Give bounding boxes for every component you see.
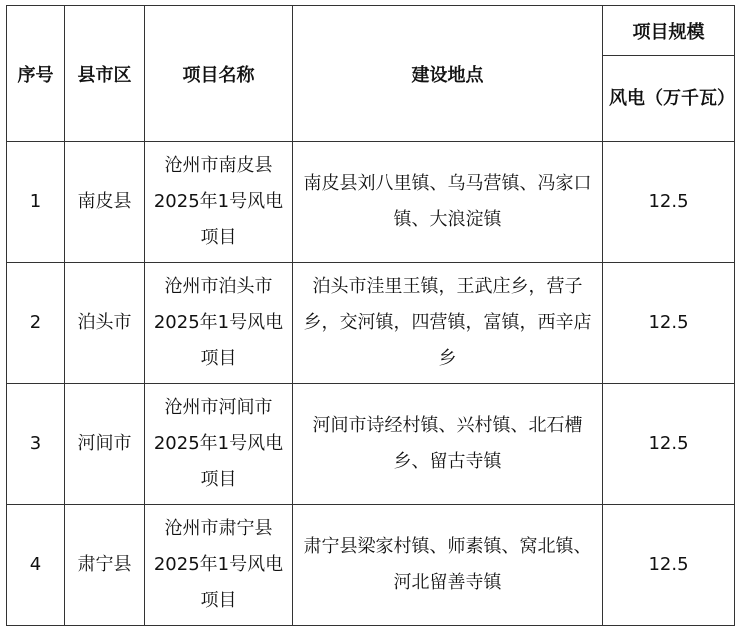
cell-county: 泊头市 [65,263,145,384]
cell-project-name: 沧州市河间市2025年1号风电项目 [145,384,293,505]
header-location: 建设地点 [293,6,603,142]
cell-seq: 2 [7,263,65,384]
header-scale-unit: 风电（万千瓦） [603,56,735,142]
table-row [7,263,735,384]
cell-location: 南皮县刘八里镇、乌马营镇、冯家口镇、大浪淀镇 [293,142,603,263]
header-seq: 序号 [7,6,65,142]
table-row [7,505,735,626]
table-row [7,384,735,505]
cell-seq: 3 [7,384,65,505]
header-county: 县市区 [65,6,145,142]
cell-project-name: 沧州市肃宁县2025年1号风电项目 [145,505,293,626]
cell-scale: 12.5 [603,263,735,384]
cell-location: 河间市诗经村镇、兴村镇、北石槽乡、留古寺镇 [293,384,603,505]
cell-scale: 12.5 [603,505,735,626]
cell-project-name: 沧州市南皮县2025年1号风电项目 [145,142,293,263]
cell-scale: 12.5 [603,142,735,263]
header-project-name: 项目名称 [145,6,293,142]
cell-project-name: 沧州市泊头市2025年1号风电项目 [145,263,293,384]
table-row [7,142,735,263]
cell-location: 泊头市洼里王镇，王武庄乡，营子乡，交河镇，四营镇，富镇，西辛店乡 [293,263,603,384]
cell-scale: 12.5 [603,384,735,505]
cell-seq: 4 [7,505,65,626]
cell-county: 肃宁县 [65,505,145,626]
project-table [6,5,735,626]
header-scale: 项目规模 [603,6,735,56]
cell-seq: 1 [7,142,65,263]
cell-county: 河间市 [65,384,145,505]
cell-location: 肃宁县梁家村镇、师素镇、窝北镇、河北留善寺镇 [293,505,603,626]
cell-county: 南皮县 [65,142,145,263]
